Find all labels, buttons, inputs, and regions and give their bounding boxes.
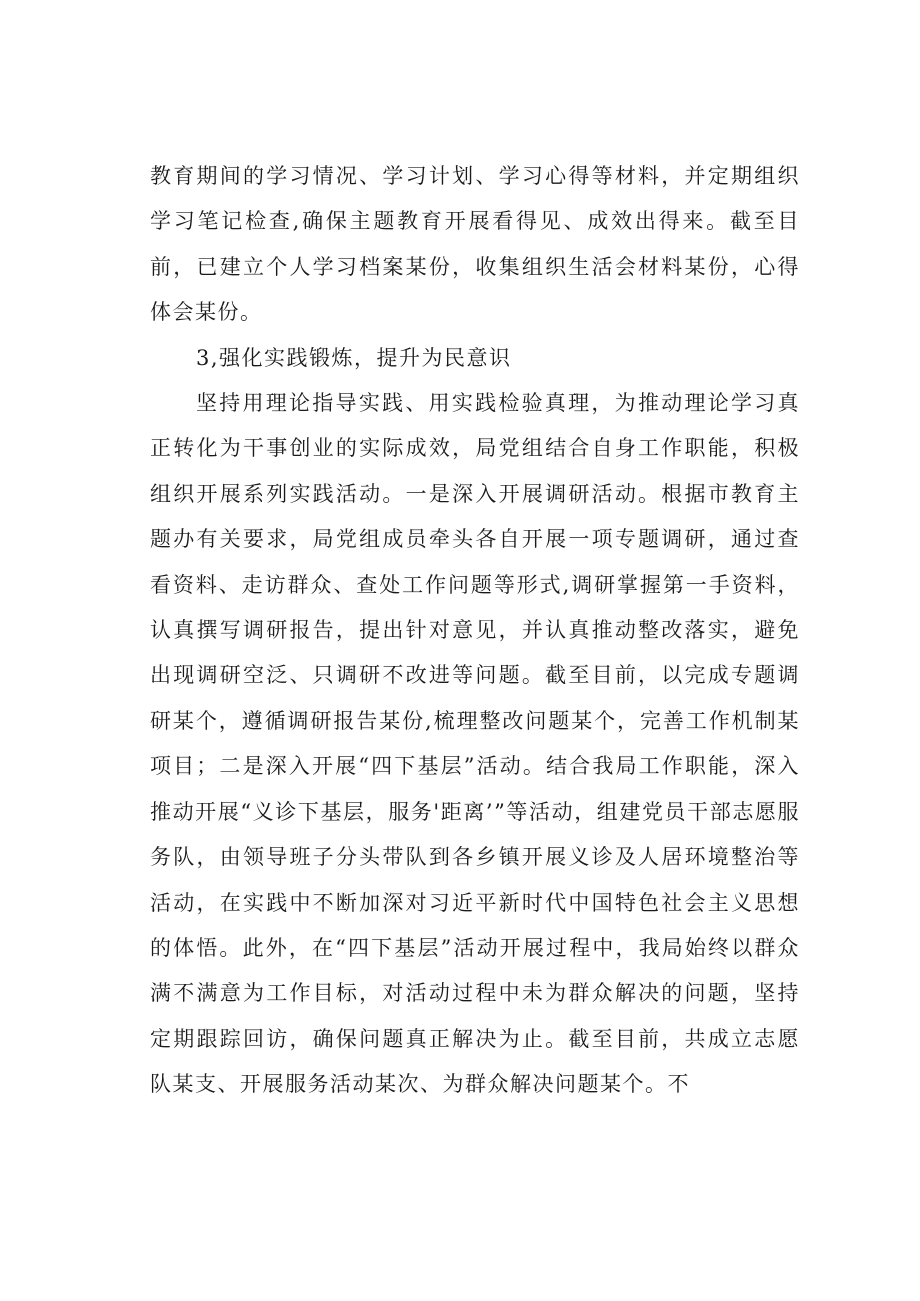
document-body: [150, 154, 800, 1108]
paragraph-continuation: 教育期间的学习情况、学习计划、学习心得等材料，并定期组织学习笔记检查,确保主题教育开展看得见、成效出得来。截至目前，已建立个人学习档案某份，收集组织生活会材料某份，心得体会某份。: [150, 164, 800, 325]
paragraph-practice: 坚持用理论指导实践、用实践检验真理，为推动理论学习真正转化为干事创业的实际成效，局党组结合自身工作职能，积极组织开展系列实践活动。一是深入开展调研活动。根据市教育主题办有关要求，局党组成员牵头各自开展一项专题调研，通过查看资料、走访群众、查处工作问题等形式,调研掌握第一手资料，认真撰写调研报告，提出针对意见，并认真推动整改落实，避免出现调研空泛、只调研不改进等问题。截至目前，以完成专题调研某个，遵循调研报告某份,梳理整改问题某个，完善工作机制某项目；二是深入开展“四下基层”活动。结合我局工作职能，深入推动开展“义诊下基层，服务'距离’”等活动，组建党员干部志愿服务队，由领导班子分头带队到各乡镇开展义诊及人居环境整治等活动，在实践中不断加深对习近平新时代中国特色社会主义思想的体悟。此外，在“四下基层”活动开展过程中，我局始终以群众满不满意为工作目标，对活动过程中未为群众解决的问题，坚持定期跟踪回访，确保问题真正解决为止。截至目前，共成立志愿队某支、开展服务活动某次、为群众解决问题某个。不: [150, 391, 800, 1097]
section-heading: 3,强化实践锻炼，提升为民意识: [196, 345, 512, 370]
